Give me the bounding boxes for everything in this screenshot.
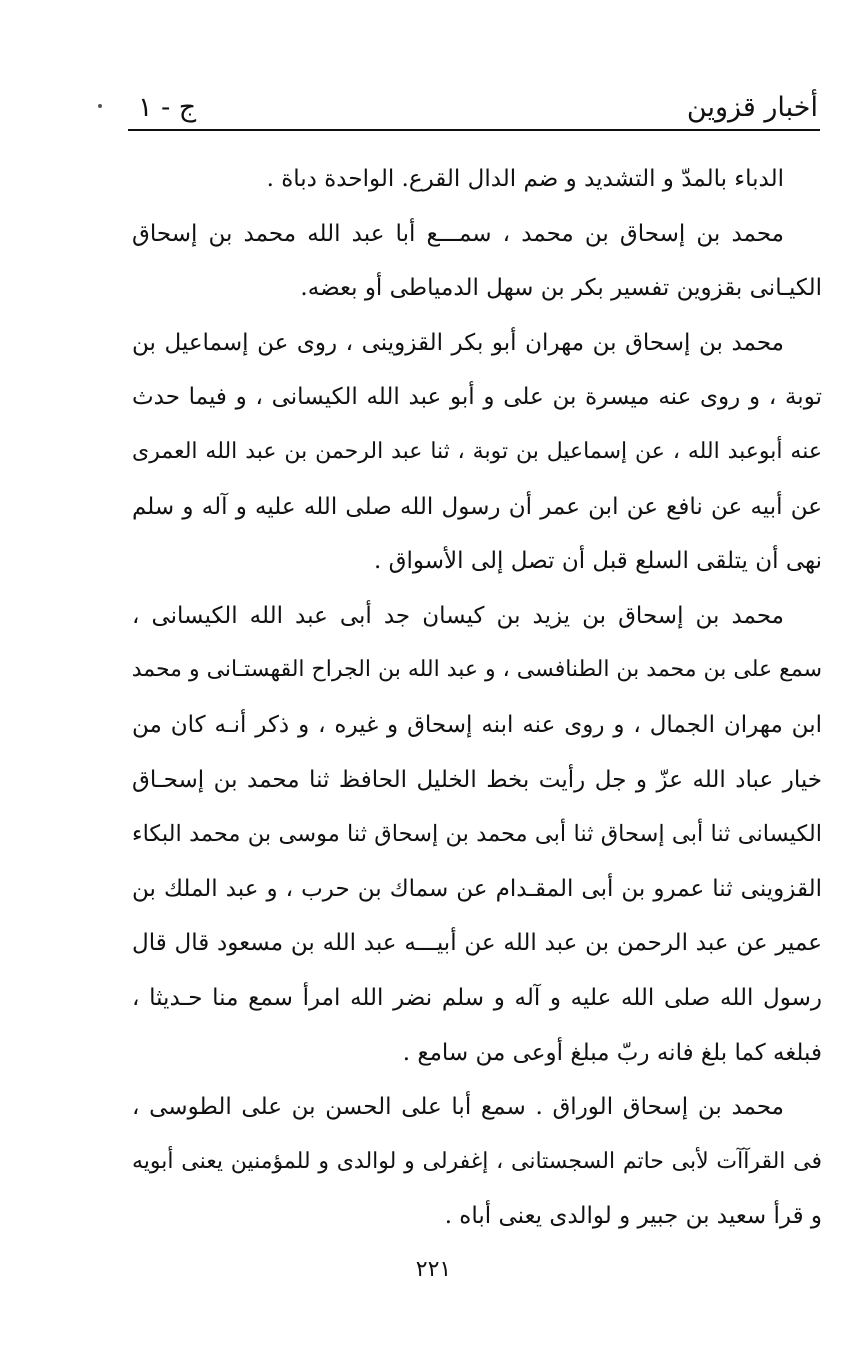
text-line: ابن مهران الجمال ، و روى عنه ابنه إسحاق و غيره ، و ذكر أنـه كان من (132, 711, 822, 738)
text-line: فى القرآآت لأبى حاتم السجستانى ، إغفرلى و لوالدى و للمؤمنين يعنى أبويه (132, 1148, 822, 1174)
text-line: رسول الله صلى الله عليه و آله و سلم نضر الله امرأ سمع منا حـديثا ، (132, 984, 822, 1011)
text-line: محمد بن إسحاق بن يزيد بن كيسان جد أبى عبد الله الكيسانى ، (132, 602, 784, 629)
page-number: ٢٢١ (415, 1257, 452, 1282)
running-header-title: أخبار قزوين (686, 92, 818, 123)
text-line: فبلغه كما بلغ فانه ربّ مبلغ أوعى من سامع . (402, 1039, 822, 1066)
running-header (128, 86, 818, 132)
text-line: و قرأ سعيد بن جبير و لوالدى يعنى أباه . (444, 1203, 822, 1230)
text-line: سمع على بن محمد بن الطنافسى ، و عبد الله بن الجراح القهستـانى و محمد (132, 657, 822, 683)
main-text (132, 152, 822, 1244)
text-line: عمير عن عبد الرحمن بن عبد الله عن أبيـــه عبد الله بن مسعود قال قال (132, 930, 822, 957)
running-header-volume: ج - ١ (138, 92, 197, 123)
text-line: خيار عباد الله عزّ و جل رأيت بخط الخليل الحافظ ثنا محمد بن إسحـاق (132, 766, 822, 793)
text-line: عن أبيه عن نافع عن ابن عمر أن رسول الله صلى الله عليه و آله و سلم (132, 493, 822, 520)
text-line: الدباء بالمدّ و التشديد و ضم الدال القرع. الواحدة دباة . (266, 166, 784, 192)
text-line: نهى أن يتلقى السلع قبل أن تصل إلى الأسواق . (374, 548, 822, 575)
header-rule (128, 129, 820, 131)
text-line: القزوينى ثنا عمرو بن أبى المقـدام عن سماك بن حرب ، و عبد الملك بن (132, 875, 822, 902)
text-line: الكيسانى ثنا أبى إسحاق ثنا أبى محمد بن إسحاق ثنا موسى بن محمد البكاء (132, 821, 822, 848)
text-line: الكيـانى بقزوين تفسير بكر بن سهل الدمياطى أو بعضه. (300, 275, 822, 302)
text-line: توبة ، و روى عنه ميسرة بن على و أبو عبد الله الكيسانى ، و فيما حدث (132, 384, 822, 411)
text-line: محمد بن إسحاق الوراق . سمع أبا على الحسن بن على الطوسى ، (132, 1094, 784, 1121)
text-line: محمد بن إسحاق بن مهران أبو بكر القزوينى ، روى عن إسماعيل بن (132, 329, 784, 356)
stray-ink-dot (98, 104, 102, 108)
text-line: محمد بن إسحاق بن محمد ، سمـــع أبا عبد الله محمد بن إسحاق (132, 220, 784, 247)
text-line: عنه أبوعبد الله ، عن إسماعيل بن توبة ، ثنا عبد الرحمن بن عبد الله العمرى (132, 438, 822, 464)
